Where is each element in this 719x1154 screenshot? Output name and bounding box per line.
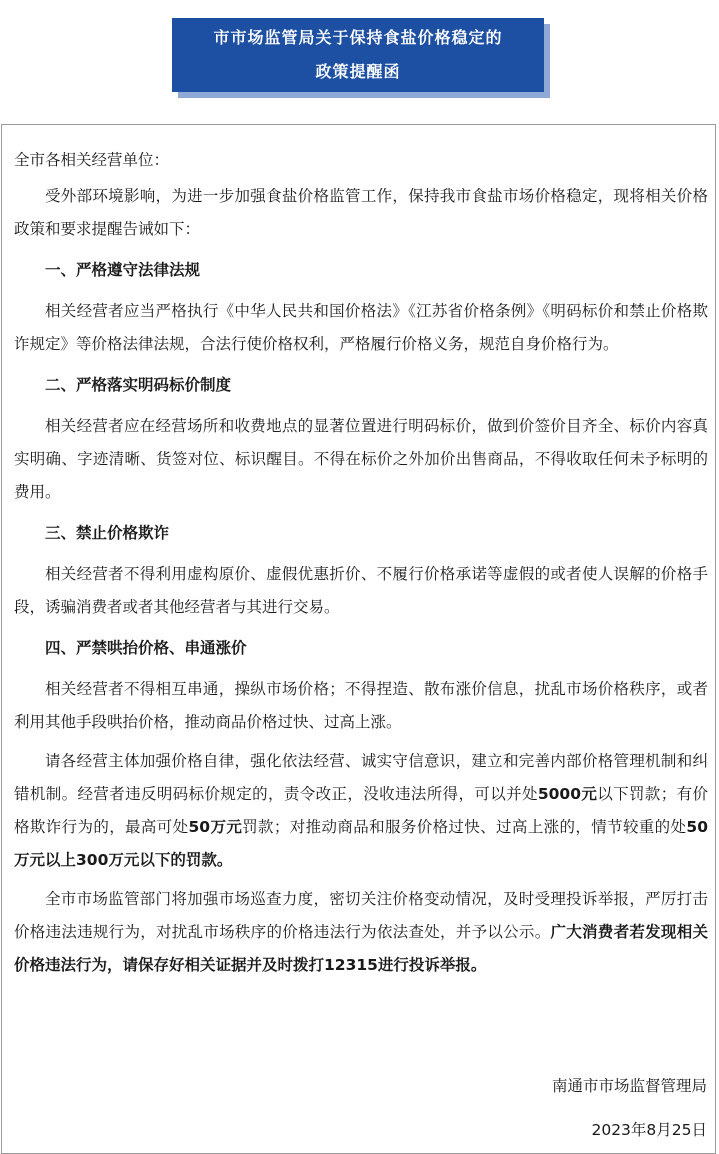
letter-body — [14, 144, 708, 988]
issuer-signature: 南通市市场监督管理局 — [551, 1077, 707, 1095]
closing-bold-text: 广大消费者若发现相关价格违法行为，请保存好相关证据并及时拨打12315进行投诉举报。 — [14, 923, 708, 974]
penalty-amount-1: 5000元 — [537, 785, 598, 803]
penalty-amount-3: 50万元以上300万元以下的罚款。 — [14, 818, 708, 869]
section-body-1: 相关经营者应当严格执行《中华人民共和国价格法》《江苏省价格条例》《明码标价和禁止价格欺诈规定》等价格法律法规，合法行使价格权利，严格履行价格义务，规范自身价格行为。 — [14, 302, 708, 353]
section-heading-2: 二、严格落实明码标价制度 — [45, 376, 232, 394]
section-body-3: 相关经营者不得利用虚构原价、虚假优惠折价、不履行价格承诺等虚假的或者使人误解的价格手段，诱骗消费者或者其他经营者与其进行交易。 — [14, 565, 708, 616]
section-heading-4: 四、严禁哄抬价格、串通涨价 — [45, 639, 247, 657]
document-title — [172, 18, 544, 92]
penalty-text-2: 以下罚款；有价格欺诈行为的，最高可处 — [14, 785, 708, 836]
section-heading-1: 一、严格遵守法律法规 — [45, 261, 201, 279]
section-body-2: 相关经营者应在经营场所和收费地点的显著位置进行明码标价，做到价签价目齐全、标价内容真实明确、字迹清晰、货签对位、标识醒目。不得在标价之外加价出售商品，不得收取任何未予标明的费用。 — [14, 417, 708, 501]
penalty-paragraph — [14, 745, 708, 877]
closing-text: 全市市场监管部门将加强市场巡查力度，密切关注价格变动情况，及时受理投诉举报，严厉打击价格违法违规行为，对扰乱市场秩序的价格违法行为依法查处，并予以公示。 — [14, 890, 708, 941]
greeting: 全市各相关经营单位： — [14, 151, 170, 169]
intro-paragraph: 受外部环境影响，为进一步加强食盐价格监管工作，保持我市食盐市场价格稳定，现将相关价格政策和要求提醒告诫如下： — [14, 187, 708, 238]
title-line-1: 市市场监管局关于保持食盐价格稳定的 — [213, 28, 503, 47]
penalty-amount-2: 50万元 — [188, 818, 243, 836]
title-banner — [172, 18, 550, 98]
title-line-2: 政策提醒函 — [315, 62, 401, 81]
penalty-text-1: 请各经营主体加强价格自律，强化依法经营、诚实守信意识，建立和完善内部价格管理机制和纠错机制。经营者违反明码标价规定的，责令改正，没收违法所得，可以并处 — [14, 752, 708, 803]
section-heading-3: 三、禁止价格欺诈 — [45, 524, 170, 542]
issue-date: 2023年8月25日 — [591, 1121, 707, 1139]
closing-paragraph — [14, 883, 708, 982]
penalty-text-3: 罚款；对推动商品和服务价格过快、过高上涨的，情节较重的处 — [242, 818, 687, 836]
section-body-4: 相关经营者不得相互串通，操纵市场价格；不得捏造、散布涨价信息，扰乱市场价格秩序，或者利用其他手段哄抬价格，推动商品价格过快、过高上涨。 — [14, 680, 708, 731]
